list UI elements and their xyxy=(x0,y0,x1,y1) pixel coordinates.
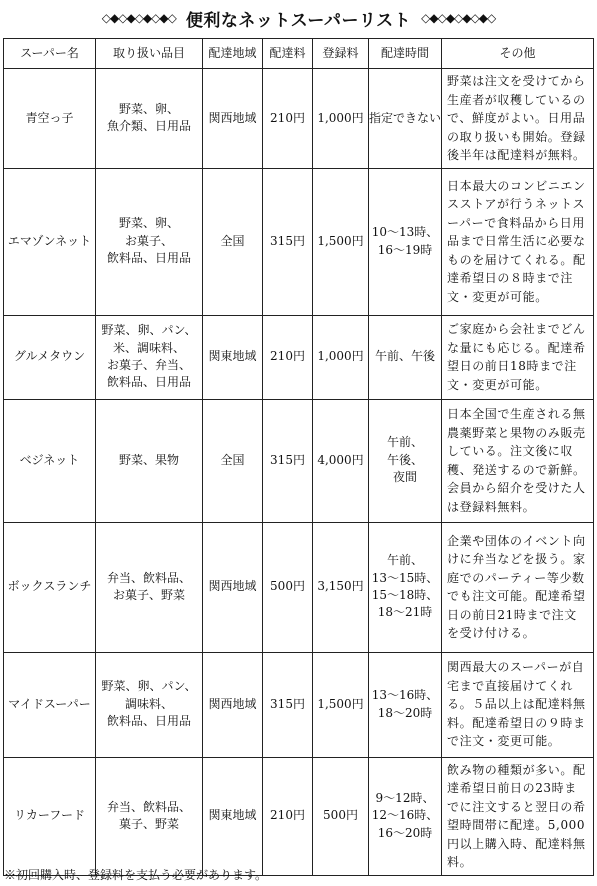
cell-notes: 企業や団体のイベント向けに弁当などを扱う。家庭でのパーティー等少数でも注文可能。配達希望日の前日21時まで注文を受け付ける。 xyxy=(442,522,594,652)
page-title: 便利なネットスーパーリスト xyxy=(185,10,412,31)
cell-area: 関西地域 xyxy=(203,652,263,757)
ornament-right: ◇◆◇◆◇◆◇◆◇ xyxy=(421,11,496,25)
cell-fee: 500円 xyxy=(263,522,313,652)
cell-notes: 日本全国で生産される無農薬野菜と果物のみ販売している。注文後に収穫、発送するので新鮮。会員から紹介を受けた人は登録料無料。 xyxy=(442,399,594,522)
table-row xyxy=(4,399,594,522)
table-row xyxy=(4,69,594,169)
cell-area: 全国 xyxy=(203,168,263,315)
table-row xyxy=(4,168,594,315)
cell-registration: 3,150円 xyxy=(313,522,369,652)
cell-notes: ご家庭から会社までどんな量にも応じる。配達希望日の前日18時まで注文・変更が可能。 xyxy=(442,315,594,399)
supermarket-table xyxy=(3,38,594,876)
header-area: 配達地域 xyxy=(203,39,263,69)
cell-name: グルメタウン xyxy=(4,315,96,399)
table-row xyxy=(4,757,594,875)
cell-fee: 210円 xyxy=(263,315,313,399)
cell-fee: 315円 xyxy=(263,652,313,757)
cell-area: 関西地域 xyxy=(203,69,263,169)
cell-items: 野菜、卵、 お菓子、 飲料品、日用品 xyxy=(96,168,203,315)
cell-registration: 1,500円 xyxy=(313,652,369,757)
cell-registration: 500円 xyxy=(313,757,369,875)
header-items: 取り扱い品目 xyxy=(96,39,203,69)
cell-time: 10〜13時、 16〜19時 xyxy=(369,168,442,315)
cell-items: 野菜、卵、 魚介類、日用品 xyxy=(96,69,203,169)
cell-registration: 1,000円 xyxy=(313,315,369,399)
cell-fee: 210円 xyxy=(263,69,313,169)
table-row xyxy=(4,522,594,652)
cell-registration: 1,000円 xyxy=(313,69,369,169)
table-row xyxy=(4,652,594,757)
cell-name: ベジネット xyxy=(4,399,96,522)
title-bar xyxy=(0,2,597,34)
cell-time: 午前、 13〜15時、 15〜18時、 18〜21時 xyxy=(369,522,442,652)
cell-notes: 日本最大のコンビニエンスストアが行うネットスーパーで食料品から日用品まで日常生活に必要なものを届けてくれる。配達希望日の８時まで注文・変更が可能。 xyxy=(442,168,594,315)
ornament-left: ◇◆◇◆◇◆◇◆◇ xyxy=(101,11,176,25)
cell-time: 午前、 午後、 夜間 xyxy=(369,399,442,522)
cell-area: 全国 xyxy=(203,399,263,522)
cell-items: 弁当、飲料品、 菓子、野菜 xyxy=(96,757,203,875)
cell-name: 青空っ子 xyxy=(4,69,96,169)
cell-time: 13〜16時、 18〜20時 xyxy=(369,652,442,757)
header-name: スーパー名 xyxy=(4,39,96,69)
cell-name: マイドスーパー xyxy=(4,652,96,757)
cell-registration: 4,000円 xyxy=(313,399,369,522)
cell-registration: 1,500円 xyxy=(313,168,369,315)
header-time: 配達時間 xyxy=(369,39,442,69)
cell-notes: 関西最大のスーパーが自宅まで直接届けてくれる。５品以上は配達料無料。配達希望日の９時まで注文・変更可能。 xyxy=(442,652,594,757)
cell-items: 野菜、果物 xyxy=(96,399,203,522)
cell-notes: 野菜は注文を受けてから生産者が収穫しているので、鮮度がよい。日用品の取り扱いも開始。登録後半年は配達料が無料。 xyxy=(442,69,594,169)
header-registration: 登録料 xyxy=(313,39,369,69)
cell-name: リカーフード xyxy=(4,757,96,875)
header-fee: 配達料 xyxy=(263,39,313,69)
cell-area: 関西地域 xyxy=(203,522,263,652)
cell-notes: 飲み物の種類が多い。配達希望日前日の23時までに注文すると翌日の希望時間帯に配達。5,000円以上購入時、配達料無料。 xyxy=(442,757,594,875)
cell-items: 弁当、飲料品、 お菓子、野菜 xyxy=(96,522,203,652)
cell-name: エマゾンネット xyxy=(4,168,96,315)
cell-time: 指定できない xyxy=(369,69,442,169)
cell-area: 関東地域 xyxy=(203,315,263,399)
cell-area: 関東地域 xyxy=(203,757,263,875)
table-row xyxy=(4,315,594,399)
cell-items: 野菜、卵、パン、 調味料、 飲料品、日用品 xyxy=(96,652,203,757)
table-header-row xyxy=(4,39,594,69)
header-notes: その他 xyxy=(442,39,594,69)
cell-name: ボックスランチ xyxy=(4,522,96,652)
cell-fee: 315円 xyxy=(263,399,313,522)
cell-fee: 210円 xyxy=(263,757,313,875)
cell-fee: 315円 xyxy=(263,168,313,315)
footnote: ※初回購入時、登録料を支払う必要があります。 xyxy=(4,868,268,882)
cell-time: 午前、午後 xyxy=(369,315,442,399)
cell-items: 野菜、卵、パン、 米、調味料、 お菓子、弁当、 飲料品、日用品 xyxy=(96,315,203,399)
cell-time: 9〜12時、 12〜16時、 16〜20時 xyxy=(369,757,442,875)
